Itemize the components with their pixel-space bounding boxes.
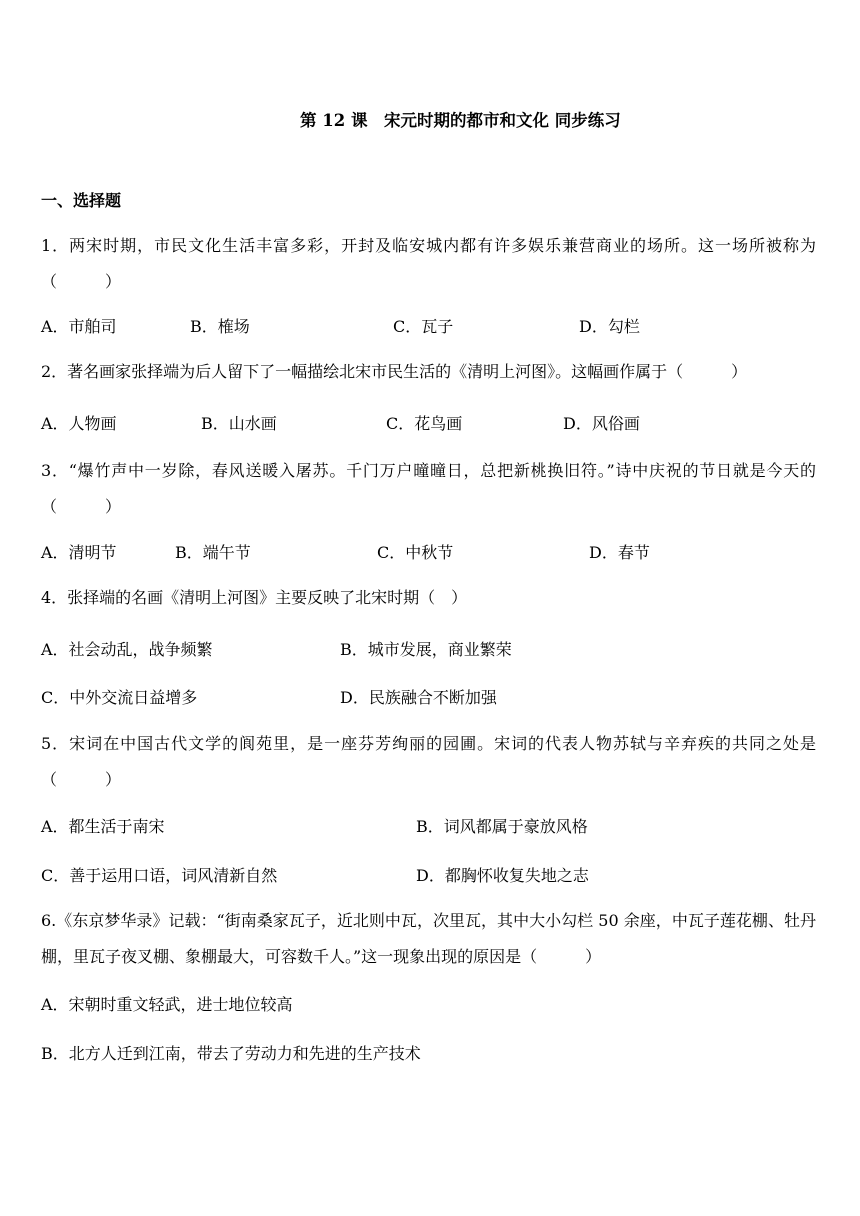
option-c: C．花鸟画 [386,414,463,433]
option-a: A．社会动乱，战争频繁 [41,640,213,659]
option-a: A．市舶司 [41,317,117,336]
option-b: B．榷场 [190,317,250,336]
question-3: 3．“爆竹声中一岁除，春风送暖入屠苏。千门万户曈曈日，总把新桃换旧符。”诗中庆祝的节日就是今天的（ ） [41,461,816,516]
option-c: C．瓦子 [393,317,454,336]
option-a: A．人物画 [41,414,117,433]
option-c: C．善于运用口语，词风清新自然 [41,866,278,885]
option-c: C．中秋节 [377,543,454,562]
question-4-options-row-2 [41,685,821,709]
option-b: B．端午节 [175,543,251,562]
option-d: D．春节 [589,543,650,562]
question-5-options-row-1 [41,814,821,838]
page-title: 第 12 课 宋元时期的都市和文化 同步练习 [300,111,621,130]
option-d: D．风俗画 [563,414,640,433]
question-1-options [41,314,821,338]
question-5: 5．宋词在中国古代文学的阆苑里，是一座芬芳绚丽的园圃。宋词的代表人物苏轼与辛弃疾的共同之处是（ ） [41,734,816,789]
option-a: A．宋朝时重文轻武，进士地位较高 [41,995,293,1014]
question-1: 1．两宋时期，市民文化生活丰富多彩，开封及临安城内都有许多娱乐兼营商业的场所。这一场所被称为（ ） [41,236,816,291]
question-6-option-a-row [41,992,821,1016]
question-2: 2．著名画家张择端为后人留下了一幅描绘北宋市民生活的《清明上河图》。这幅画作属于（ ） [41,362,748,381]
option-b: B．词风都属于豪放风格 [416,817,588,836]
question-4: 4．张择端的名画《清明上河图》主要反映了北宋时期（ ） [41,588,468,607]
option-c: C．中外交流日益增多 [41,688,198,707]
option-a: A．都生活于南宋 [41,817,165,836]
section-heading: 一、选择题 [41,191,122,210]
question-4-options-row-1 [41,637,821,661]
option-a: A．清明节 [41,543,117,562]
option-b: B．北方人迁到江南，带去了劳动力和先进的生产技术 [41,1044,421,1063]
option-b: B．山水画 [201,414,277,433]
question-5-options-row-2 [41,863,821,887]
question-2-options [41,411,821,435]
option-d: D．勾栏 [579,317,640,336]
question-6: 6.《东京梦华录》记载：“街南桑家瓦子，近北则中瓦，次里瓦，其中大小勾栏 50 余座，中瓦子莲花棚、牡丹棚，里瓦子夜叉棚、象棚最大，可容数千人。”这一现象出现的原因是（ ） [41,911,816,966]
option-b: B．城市发展，商业繁荣 [340,640,512,659]
question-6-option-b-row [41,1041,821,1065]
option-d: D．民族融合不断加强 [340,688,497,707]
question-3-options [41,540,821,564]
option-d: D．都胸怀收复失地之志 [416,866,589,885]
